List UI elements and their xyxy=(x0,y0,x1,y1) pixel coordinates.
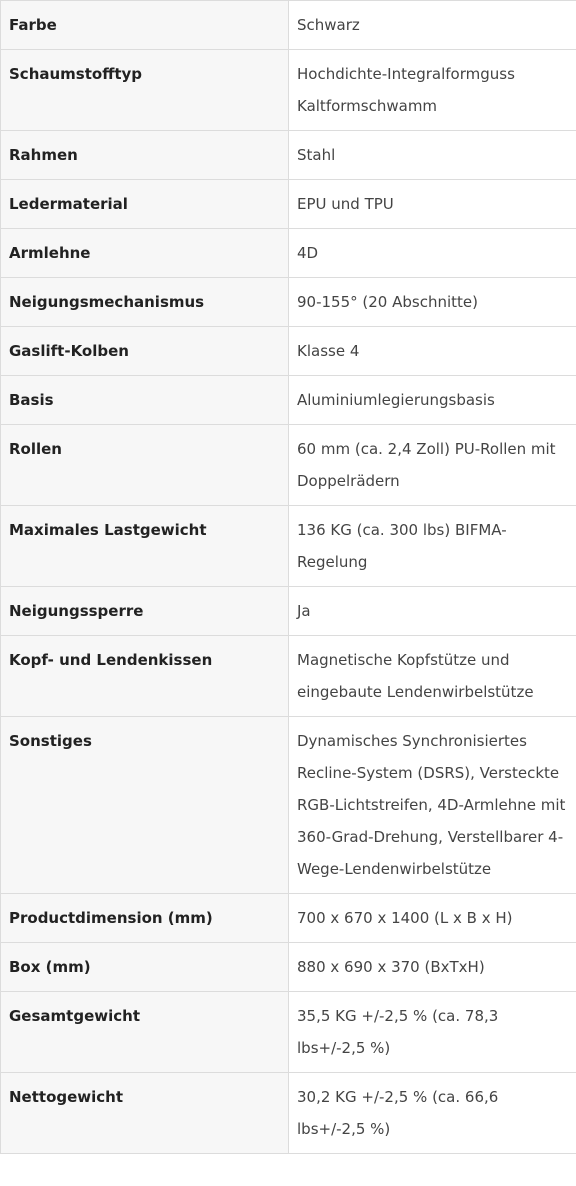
spec-label: Neigungssperre xyxy=(1,587,289,636)
spec-value: 30,2 KG +/-2,5 % (ca. 66,6 lbs+/-2,5 %) xyxy=(289,1073,576,1154)
table-row xyxy=(1,1,576,50)
spec-value: 700 x 670 x 1400 (L x B x H) xyxy=(289,894,576,943)
spec-label: Kopf- und Lendenkissen xyxy=(1,636,289,717)
spec-label: Basis xyxy=(1,376,289,425)
table-row xyxy=(1,50,576,131)
spec-label: Productdimension (mm) xyxy=(1,894,289,943)
spec-value: Ja xyxy=(289,587,576,636)
spec-label: Gesamtgewicht xyxy=(1,992,289,1073)
spec-label: Farbe xyxy=(1,1,289,50)
table-row xyxy=(1,278,576,327)
table-row xyxy=(1,327,576,376)
spec-value: Schwarz xyxy=(289,1,576,50)
spec-value: 136 KG (ca. 300 lbs) BIFMA-Regelung xyxy=(289,506,576,587)
spec-table-body xyxy=(1,1,576,1154)
spec-label: Schaumstofftyp xyxy=(1,50,289,131)
spec-value: Aluminiumlegierungsbasis xyxy=(289,376,576,425)
table-row xyxy=(1,425,576,506)
table-row xyxy=(1,180,576,229)
table-row xyxy=(1,992,576,1073)
spec-label: Armlehne xyxy=(1,229,289,278)
spec-value: 880 x 690 x 370 (BxTxH) xyxy=(289,943,576,992)
table-row xyxy=(1,1073,576,1154)
table-row xyxy=(1,894,576,943)
table-row xyxy=(1,587,576,636)
spec-value: EPU und TPU xyxy=(289,180,576,229)
spec-label: Maximales Lastgewicht xyxy=(1,506,289,587)
spec-value: 35,5 KG +/-2,5 % (ca. 78,3 lbs+/-2,5 %) xyxy=(289,992,576,1073)
spec-label: Ledermaterial xyxy=(1,180,289,229)
spec-value: 60 mm (ca. 2,4 Zoll) PU-Rollen mit Doppelrädern xyxy=(289,425,576,506)
table-row xyxy=(1,717,576,894)
spec-value: Magnetische Kopfstütze und eingebaute Lendenwirbelstütze xyxy=(289,636,576,717)
table-row xyxy=(1,636,576,717)
table-row xyxy=(1,376,576,425)
spec-value: 90-155° (20 Abschnitte) xyxy=(289,278,576,327)
table-row xyxy=(1,943,576,992)
table-row xyxy=(1,506,576,587)
spec-label: Neigungsmechanismus xyxy=(1,278,289,327)
spec-label: Box (mm) xyxy=(1,943,289,992)
spec-label: Rollen xyxy=(1,425,289,506)
spec-value: Dynamisches Synchronisiertes Recline-System (DSRS), Versteckte RGB-Lichtstreifen, 4D-Armlehne mit 360-Grad-Drehung, Verstellbarer 4-Wege-Lendenwirbelstütze xyxy=(289,717,576,894)
spec-label: Rahmen xyxy=(1,131,289,180)
spec-value: Hochdichte-Integralformguss Kaltformschwamm xyxy=(289,50,576,131)
spec-value: Stahl xyxy=(289,131,576,180)
spec-label: Sonstiges xyxy=(1,717,289,894)
table-row xyxy=(1,229,576,278)
spec-value: 4D xyxy=(289,229,576,278)
spec-value: Klasse 4 xyxy=(289,327,576,376)
table-row xyxy=(1,131,576,180)
spec-label: Nettogewicht xyxy=(1,1073,289,1154)
spec-label: Gaslift-Kolben xyxy=(1,327,289,376)
